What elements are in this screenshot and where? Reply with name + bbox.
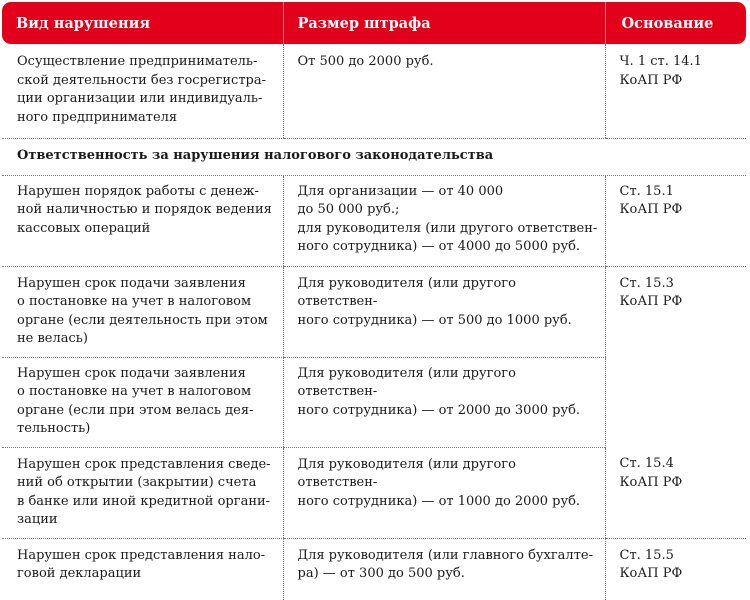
basis-cell: Ст. 15.4 КоАП РФ [605,447,746,538]
violation-cell: Нарушен срок подачи заявления о постановке на учет в налоговом органе (если деятельность при этом не велась) [2,266,283,357]
table-row [2,44,746,138]
fines-table [2,2,746,600]
table-row [2,538,746,600]
basis-cell: Ст. 15.3 КоАП РФ [605,266,746,447]
fine-cell: Для руководителя (или другого ответствен- ного сотрудника) — от 2000 до 3000 руб. [283,357,605,447]
violation-cell: Нарушен срок представления сведе- ний об открытии (закрытии) счета в банке или иной кредитной органи- зации [2,447,283,538]
violation-cell: Нарушен срок представления нало- говой декларации [17,547,266,581]
table-header-row [2,2,746,44]
header-violation-type: Вид нарушения [2,2,283,44]
fine-cell: Для руководителя (или другого ответствен- ного сотрудника) — от 1000 до 2000 руб. [283,447,605,538]
fine-cell: Для организации — от 40 000 до 50 000 руб.; для руководителя (или другого ответствен- ного сотрудника) — от 4000 до 5000 руб. [283,175,605,266]
violation-cell: Нарушен срок подачи заявления о постановке на учет в налоговом органе (если при этом велась дея- тельность) [2,357,283,447]
table-row [2,266,746,357]
section-title: Ответственность за нарушения налогового законодательства [2,138,746,175]
header-fine-amount: Размер штрафа [283,2,605,44]
section-row [2,138,746,175]
fine-cell: Для руководителя (или другого ответствен- ного сотрудника) — от 500 до 1000 руб. [283,266,605,357]
header-legal-basis: Основание [605,2,746,44]
basis-cell: Ст. 15.5 КоАП РФ [605,538,746,600]
basis-cell: Ст. 15.1 КоАП РФ [605,175,746,266]
violation-cell: Нарушен порядок работы с денеж- ной наличностью и порядок ведения кассовых операций [2,175,283,266]
table-row [2,175,746,266]
fine-cell: От 500 до 2000 руб. [283,44,605,138]
violation-cell: Осуществление предприниматель- ской деятельности без госрегистра- ции организации или индивидуаль- ного предпринимателя [2,44,283,138]
fine-cell: Для руководителя (или главного бухгалте- ра) — от 300 до 500 руб. [283,538,605,600]
basis-cell: Ч. 1 ст. 14.1 КоАП РФ [605,44,746,138]
table-row [2,447,746,538]
